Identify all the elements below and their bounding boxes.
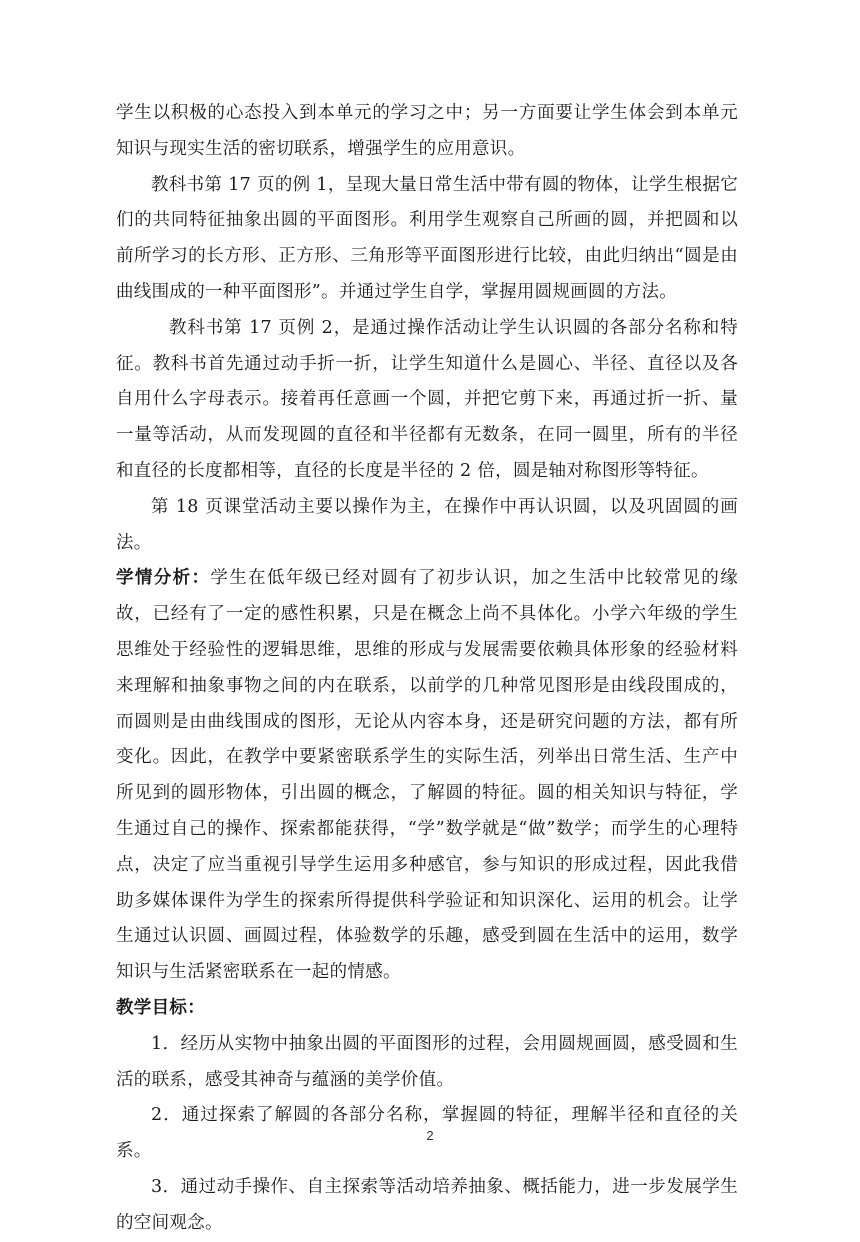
page-number: 2 xyxy=(426,1128,434,1143)
paragraph-class-activity: 第 18 页课堂活动主要以操作为主，在操作中再认识圆，以及巩固圆的画法。 xyxy=(116,496,738,553)
goal-item-2: 2．通过探索了解圆的各部分名称，掌握圆的特征，理解半径和直径的关系。 xyxy=(116,1105,738,1162)
goal-item-1: 1．经历从实物中抽象出圆的平面图形的过程，会用圆规画圆，感受圆和生活的联系，感受其神奇与蕴涵的美学价值。 xyxy=(116,1033,738,1090)
paragraph-example-1: 教科书第 17 页的例 1，呈现大量日常生活中带有圆的物体，让学生根据它们的共同特征抽象出圆的平面图形。利用学生观察自己所画的圆，并把圆和以前所学习的长方形、正方形、三角形等平面图形进行比较，由此归纳出“圆是由曲线围成的一种平面图形”。并通过学生自学，掌握用圆规画圆的方法。 xyxy=(116,174,738,302)
student-analysis-text: 学生在低年级已经对圆有了初步认识，加之生活中比较常见的缘故，已经有了一定的感性积累，只是在概念上尚不具体化。小学六年级的学生思维处于经验性的逻辑思维，思维的形成与发展需要依赖具体形象的经验材料来理解和抽象事物之间的内在联系，以前学的几种常见图形是由线段围成的，而圆则是由曲线围成的图形，无论从内容本身，还是研究问题的方法，都有所变化。因此，在教学中要紧密联系学生的实际生活，列举出日常生活、生产中所见到的圆形物体，引出圆的概念，了解圆的特征。圆的相关知识与特征，学生通过自己的操作、探索都能获得，“学”数学就是“做”数学；而学生的心理特点，决定了应当重视引导学生运用多种感官，参与知识的形成过程，因此我借助多媒体课件为学生的探索所得提供科学验证和知识深化、运用的机会。让学生通过认识圆、画圆过程，体验数学的乐趣，感受到圆在生活中的运用，数学知识与生活紧密联系在一起的情感。 xyxy=(116,568,738,983)
paragraph-intro-continuation: 学生以积极的心态投入到本单元的学习之中；另一方面要让学生体会到本单元知识与现实生活的密切联系，增强学生的应用意识。 xyxy=(116,103,738,159)
paragraph-example-2: 教科书第 17 页例 2，是通过操作活动让学生认识圆的各部分名称和特征。教科书首先通过动手折一折，让学生知道什么是圆心、半径、直径以及各自用什么字母表示。接着再任意画一个圆，并把它剪下来，再通过折一折、量一量等活动，从而发现圆的直径和半径都有无数条，在同一圆里，所有的半径和直径的长度都相等，直径的长度是半径的 2 倍，圆是轴对称图形等特征。 xyxy=(116,317,738,481)
goal-item-3: 3．通过动手操作、自主探索等活动培养抽象、概括能力，进一步发展学生的空间观念。 xyxy=(116,1176,738,1233)
document-body xyxy=(116,96,738,1242)
heading-teaching-goals: 教学目标： xyxy=(116,997,205,1018)
heading-student-analysis: 学情分析： xyxy=(116,568,211,589)
paragraph-student-analysis xyxy=(116,561,738,991)
